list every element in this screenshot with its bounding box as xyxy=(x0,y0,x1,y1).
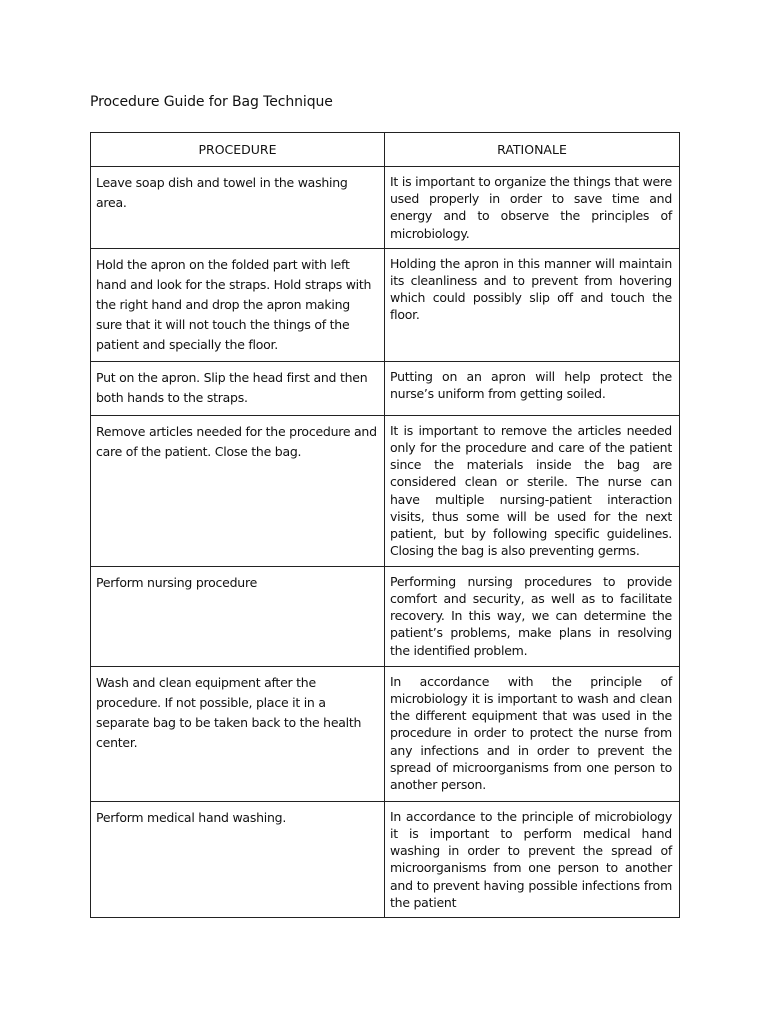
rationale-cell: Putting on an apron will help protect the nurse’s uniform from getting soiled. xyxy=(385,361,680,415)
table-row xyxy=(91,361,680,415)
table-row xyxy=(91,248,680,361)
page-title: Procedure Guide for Bag Technique xyxy=(90,94,333,110)
procedure-cell: Wash and clean equipment after the procedure. If not possible, place it in a separate bag to be taken back to the health center. xyxy=(91,666,385,801)
table-row xyxy=(91,415,680,566)
table-row xyxy=(91,566,680,666)
rationale-cell: It is important to organize the things that were used properly in order to save time and energy and to observe the principles of microbiology. xyxy=(385,167,680,249)
table-row xyxy=(91,167,680,249)
procedure-cell: Hold the apron on the folded part with left hand and look for the straps. Hold straps with the right hand and drop the apron making sure that it will not touch the things of the patient and specially the floor. xyxy=(91,248,385,361)
procedure-cell: Remove articles needed for the procedure and care of the patient. Close the bag. xyxy=(91,415,385,566)
rationale-cell: Performing nursing procedures to provide comfort and security, as well as to facilitate recovery. In this way, we can determine the patient’s problems, make plans in resolving the identified problem. xyxy=(385,566,680,666)
procedure-cell: Put on the apron. Slip the head first and then both hands to the straps. xyxy=(91,361,385,415)
procedure-table xyxy=(90,132,680,918)
rationale-cell: In accordance with the principle of microbiology it is important to wash and clean the different equipment that was used in the procedure in order to protect the nurse from any infections and in order to prevent the spread of microorganisms from one person to another person. xyxy=(385,666,680,801)
procedure-column-header: PROCEDURE xyxy=(91,133,385,167)
table-row xyxy=(91,801,680,917)
rationale-column-header: RATIONALE xyxy=(385,133,680,167)
procedure-cell: Perform medical hand washing. xyxy=(91,801,385,917)
procedure-cell: Perform nursing procedure xyxy=(91,566,385,666)
table-header-row xyxy=(91,133,680,167)
rationale-cell: In accordance to the principle of microbiology it is important to perform medical hand washing in order to prevent the spread of microorganisms from one person to another and to prevent having possible infections from the patient xyxy=(385,801,680,917)
table-row xyxy=(91,666,680,801)
rationale-cell: It is important to remove the articles needed only for the procedure and care of the patient since the materials inside the bag are considered clean or sterile. The nurse can have multiple nursing-patient interaction visits, thus some will be used for the next patient, but by following specific guidelines. Closing the bag is also preventing germs. xyxy=(385,415,680,566)
rationale-cell: Holding the apron in this manner will maintain its cleanliness and to prevent from hovering which could possibly slip off and touch the floor. xyxy=(385,248,680,361)
procedure-cell: Leave soap dish and towel in the washing area. xyxy=(91,167,385,249)
